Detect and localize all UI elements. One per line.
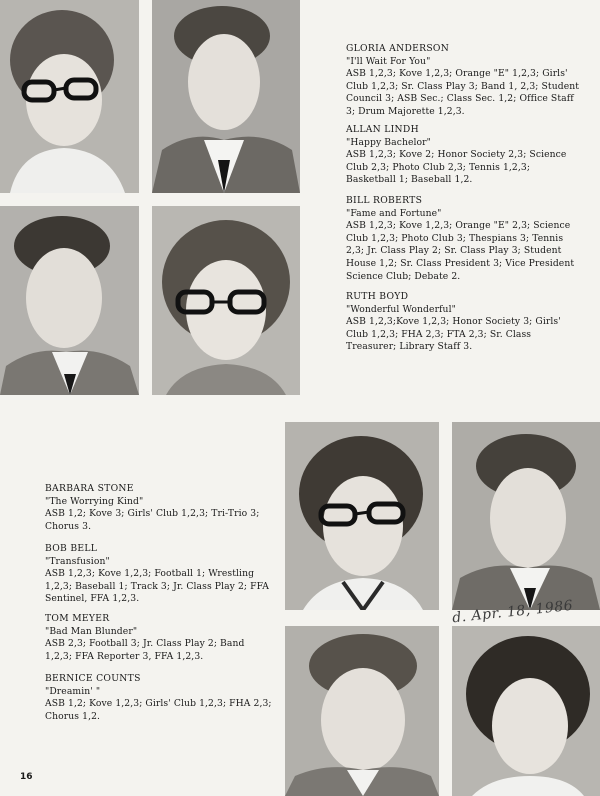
student-activities: ASB 1,2; Kove 3; Girls' Club 1,2,3; Tri-Trio 3; Chorus 3. bbox=[45, 508, 260, 532]
portrait-allan-lindh bbox=[152, 0, 300, 193]
portrait-silhouette bbox=[152, 206, 300, 395]
portrait-silhouette bbox=[452, 422, 600, 610]
student-activities: ASB 1,2,3; Kove 1,2,3; Orange "E" 1,2,3; Girls' Club 1,2,3; Sr. Class Play 3; Band 1, 2,3; Student Council 3; ASB Sec.; Class Sec. 1,2; Office Staff 3; Drum Majorette 1,2,3. bbox=[346, 68, 580, 117]
student-activities: ASB 1,2,3; Kove 1,2,3; Football 1; Wrestling 1,2,3; Baseball 1; Track 3; Jr. Class Play 2; FFA Sentinel, FFA 1,2,3. bbox=[45, 568, 270, 605]
portrait-tom-meyer bbox=[285, 626, 439, 796]
bio-bob-bell bbox=[45, 543, 273, 606]
portrait-silhouette bbox=[0, 206, 139, 395]
bio-barbara-stone bbox=[45, 483, 273, 533]
portrait-silhouette bbox=[452, 626, 600, 796]
student-activities: ASB 1,2,3;Kove 1,2,3; Honor Society 3; Girls' Club 1,2,3; FHA 2,3; FTA 2,3; Sr. Class Treasurer; Library Staff 3. bbox=[346, 316, 561, 353]
bio-bill-roberts bbox=[346, 195, 582, 283]
portrait-ruth-boyd bbox=[152, 206, 300, 395]
bio-bernice-counts bbox=[45, 673, 273, 723]
student-activities: ASB 1,2,3; Kove 1,2,3; Orange "E" 2,3; Science Club 1,2,3; Photo Club 3; Thespians 3; Tennis 2,3; Jr. Class Play 2; Sr. Class Play 3; Student House 1,2; Sr. Class President 3; Vice President Science Club; Debate 2. bbox=[346, 220, 575, 282]
portrait-gloria-anderson bbox=[0, 0, 139, 193]
portrait-bob-bell bbox=[452, 422, 600, 610]
page-number: 16 bbox=[20, 772, 33, 782]
portrait-silhouette bbox=[152, 0, 300, 193]
student-name: BILL ROBERTS bbox=[346, 195, 423, 206]
student-motto: "Wonderful Wonderful" bbox=[346, 303, 456, 315]
portrait-barbara-stone bbox=[285, 422, 439, 610]
handwritten-annotation: d. Apr. 18, 1986 bbox=[451, 597, 574, 627]
student-name: RUTH BOYD bbox=[346, 291, 409, 302]
student-activities: ASB 2,3; Football 3; Jr. Class Play 2; Band 1,2,3; FFA Reporter 3, FFA 1,2,3. bbox=[45, 638, 245, 662]
student-motto: "Dreamin' " bbox=[45, 685, 101, 697]
portrait-bill-roberts bbox=[0, 206, 139, 395]
student-motto: "I'll Wait For You" bbox=[346, 55, 431, 67]
student-name: ALLAN LINDH bbox=[346, 124, 419, 135]
student-motto: "The Worrying Kind" bbox=[45, 495, 144, 507]
portrait-silhouette bbox=[285, 626, 439, 796]
student-name: BOB BELL bbox=[45, 543, 98, 554]
student-name: BERNICE COUNTS bbox=[45, 673, 141, 684]
bio-ruth-boyd bbox=[346, 291, 582, 354]
portrait-silhouette bbox=[0, 0, 139, 193]
student-motto: "Bad Man Blunder" bbox=[45, 625, 138, 637]
student-name: BARBARA STONE bbox=[45, 483, 134, 494]
portrait-bernice-counts bbox=[452, 626, 600, 796]
student-motto: "Fame and Fortune" bbox=[346, 207, 442, 219]
student-name: GLORIA ANDERSON bbox=[346, 43, 450, 54]
portrait-silhouette bbox=[285, 422, 439, 610]
student-motto: "Transfusion" bbox=[45, 555, 110, 567]
bio-gloria-anderson bbox=[346, 43, 582, 119]
student-activities: ASB 1,2; Kove 1,2,3; Girls' Club 1,2,3; FHA 2,3; Chorus 1,2. bbox=[45, 698, 272, 722]
student-activities: ASB 1,2,3; Kove 2; Honor Society 2,3; Science Club 2,3; Photo Club 2,3; Tennis 1,2,3; Basketball 1; Baseball 1,2. bbox=[346, 149, 567, 186]
bio-tom-meyer bbox=[45, 613, 273, 663]
bio-allan-lindh bbox=[346, 124, 582, 187]
student-motto: "Happy Bachelor" bbox=[346, 136, 432, 148]
student-name: TOM MEYER bbox=[45, 613, 110, 624]
